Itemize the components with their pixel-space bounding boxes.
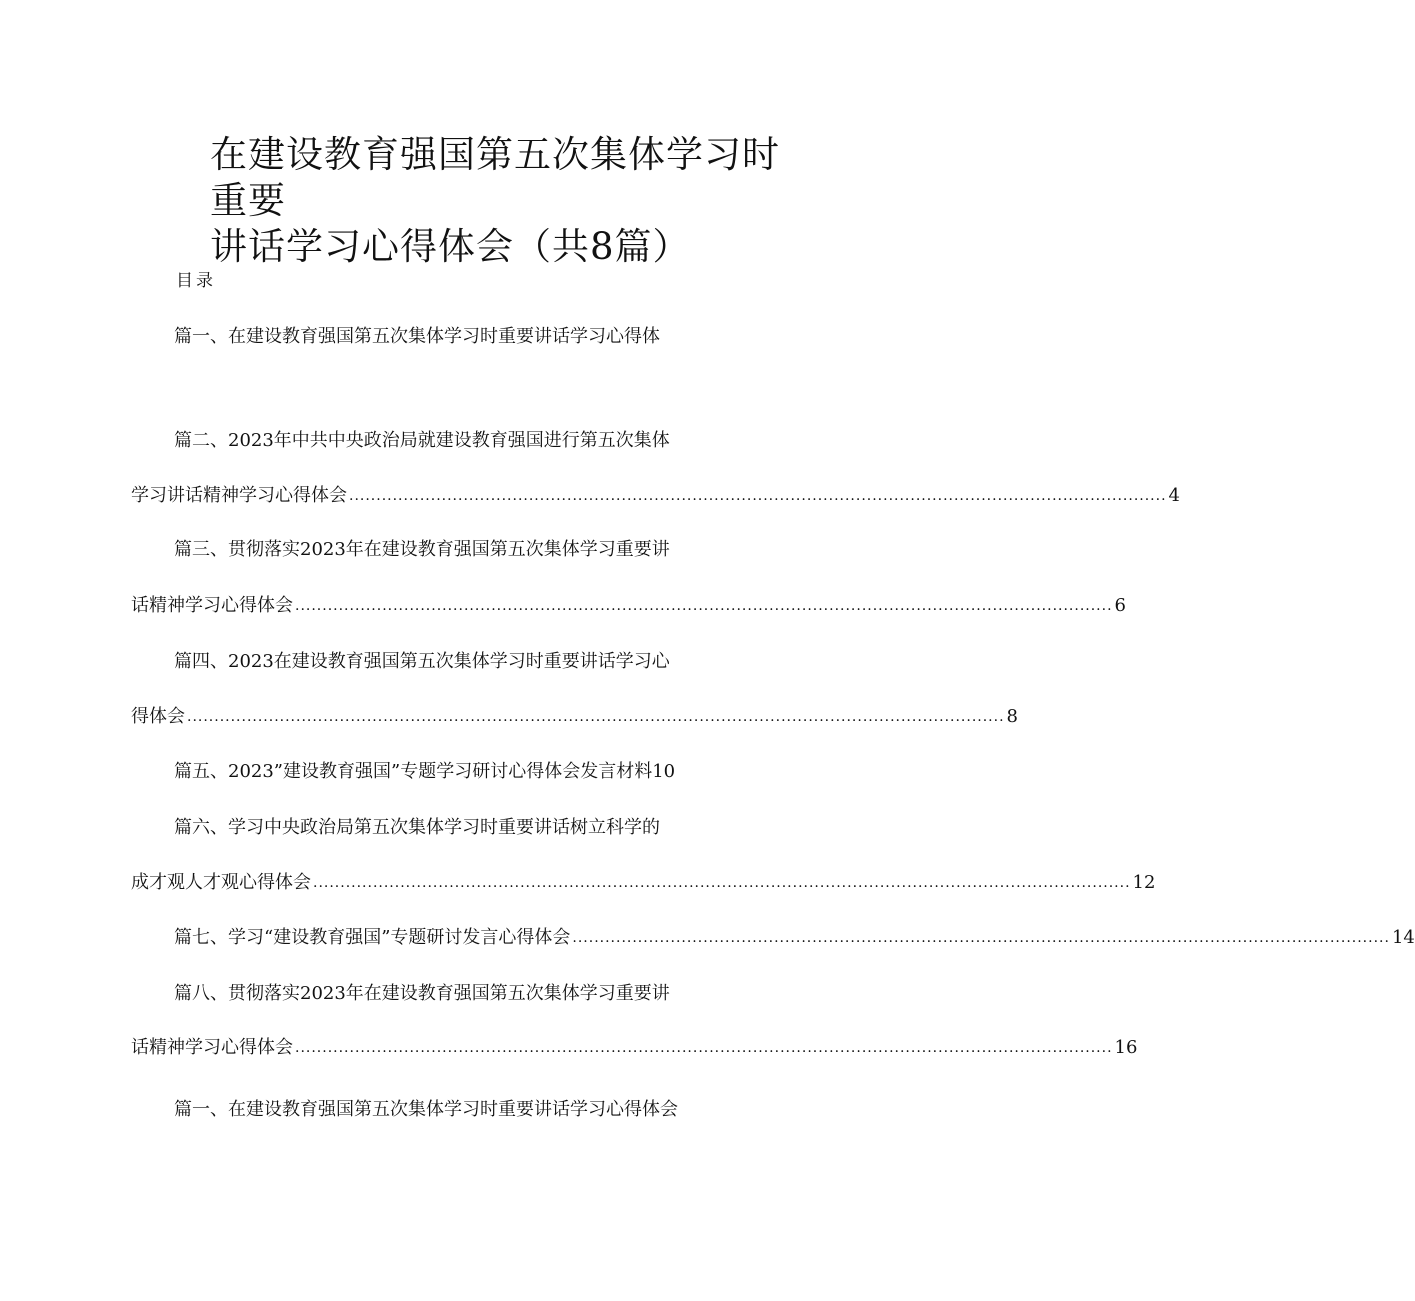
toc-entry-3-text: 话精神学习心得体会: [131, 595, 293, 616]
title-line-2: 讲话学习心得体会（共8篇）: [210, 225, 691, 268]
toc-leader: ......................................................................................................................................................: [187, 709, 1005, 725]
toc-leader: ......................................................................................................................................................: [295, 1040, 1113, 1056]
title-line-1: 在建设教育强国第五次集体学习时重要: [210, 133, 780, 222]
toc-entry-1[interactable]: 篇一、在建设教育强国第五次集体学习时重要讲话学习心得体: [174, 326, 660, 347]
document-title: [210, 132, 810, 270]
toc-entry-7-text: 篇七、学习“建设教育强国”专题研讨发言心得体会: [174, 927, 571, 948]
toc-entry-4[interactable]: 篇四、2023在建设教育强国第五次集体学习时重要讲话学习心: [174, 651, 670, 672]
toc-entry-6-cont[interactable]: [131, 870, 1156, 896]
toc-page-number: 8: [1006, 706, 1018, 727]
toc-entry-8[interactable]: 篇八、贯彻落实2023年在建设教育强国第五次集体学习重要讲: [174, 983, 670, 1004]
toc-entry-6-text: 成才观人才观心得体会: [131, 872, 311, 893]
toc-entry-5[interactable]: 篇五、2023”建设教育强国”专题学习研讨心得体会发言材料10: [174, 761, 676, 782]
toc-leader: ......................................................................................................................................................: [295, 598, 1113, 614]
toc-entry-2-text: 学习讲话精神学习心得体会: [131, 485, 347, 506]
toc-entry-6[interactable]: 篇六、学习中央政治局第五次集体学习时重要讲话树立科学的: [174, 817, 660, 838]
toc-entry-4-text: 得体会: [131, 706, 185, 727]
toc-entry-3[interactable]: 篇三、贯彻落实2023年在建设教育强国第五次集体学习重要讲: [174, 539, 670, 560]
toc-entry-2-cont[interactable]: [131, 483, 1180, 509]
toc-entry-2[interactable]: 篇二、2023年中共中央政治局就建设教育强国进行第五次集体: [174, 430, 670, 451]
toc-entry-7[interactable]: [174, 925, 1415, 951]
section-heading: 篇一、在建设教育强国第五次集体学习时重要讲话学习心得体会: [174, 1099, 678, 1120]
toc-page-number: 6: [1114, 595, 1126, 616]
toc-entry-8-text: 话精神学习心得体会: [131, 1037, 293, 1058]
toc-page-number: 4: [1168, 485, 1180, 506]
toc-page-number: 12: [1132, 872, 1156, 893]
toc-leader: ......................................................................................................................................................: [572, 930, 1390, 946]
toc-page-number: 16: [1114, 1037, 1138, 1058]
toc-page-number: 14: [1391, 927, 1415, 948]
toc-entry-8-cont[interactable]: [131, 1035, 1138, 1061]
toc-leader: ......................................................................................................................................................: [349, 488, 1167, 504]
toc-leader: ......................................................................................................................................................: [313, 875, 1131, 891]
toc-entry-3-cont[interactable]: [131, 593, 1126, 619]
toc-entry-4-cont[interactable]: [131, 704, 1018, 730]
toc-label: 目录: [176, 271, 216, 291]
